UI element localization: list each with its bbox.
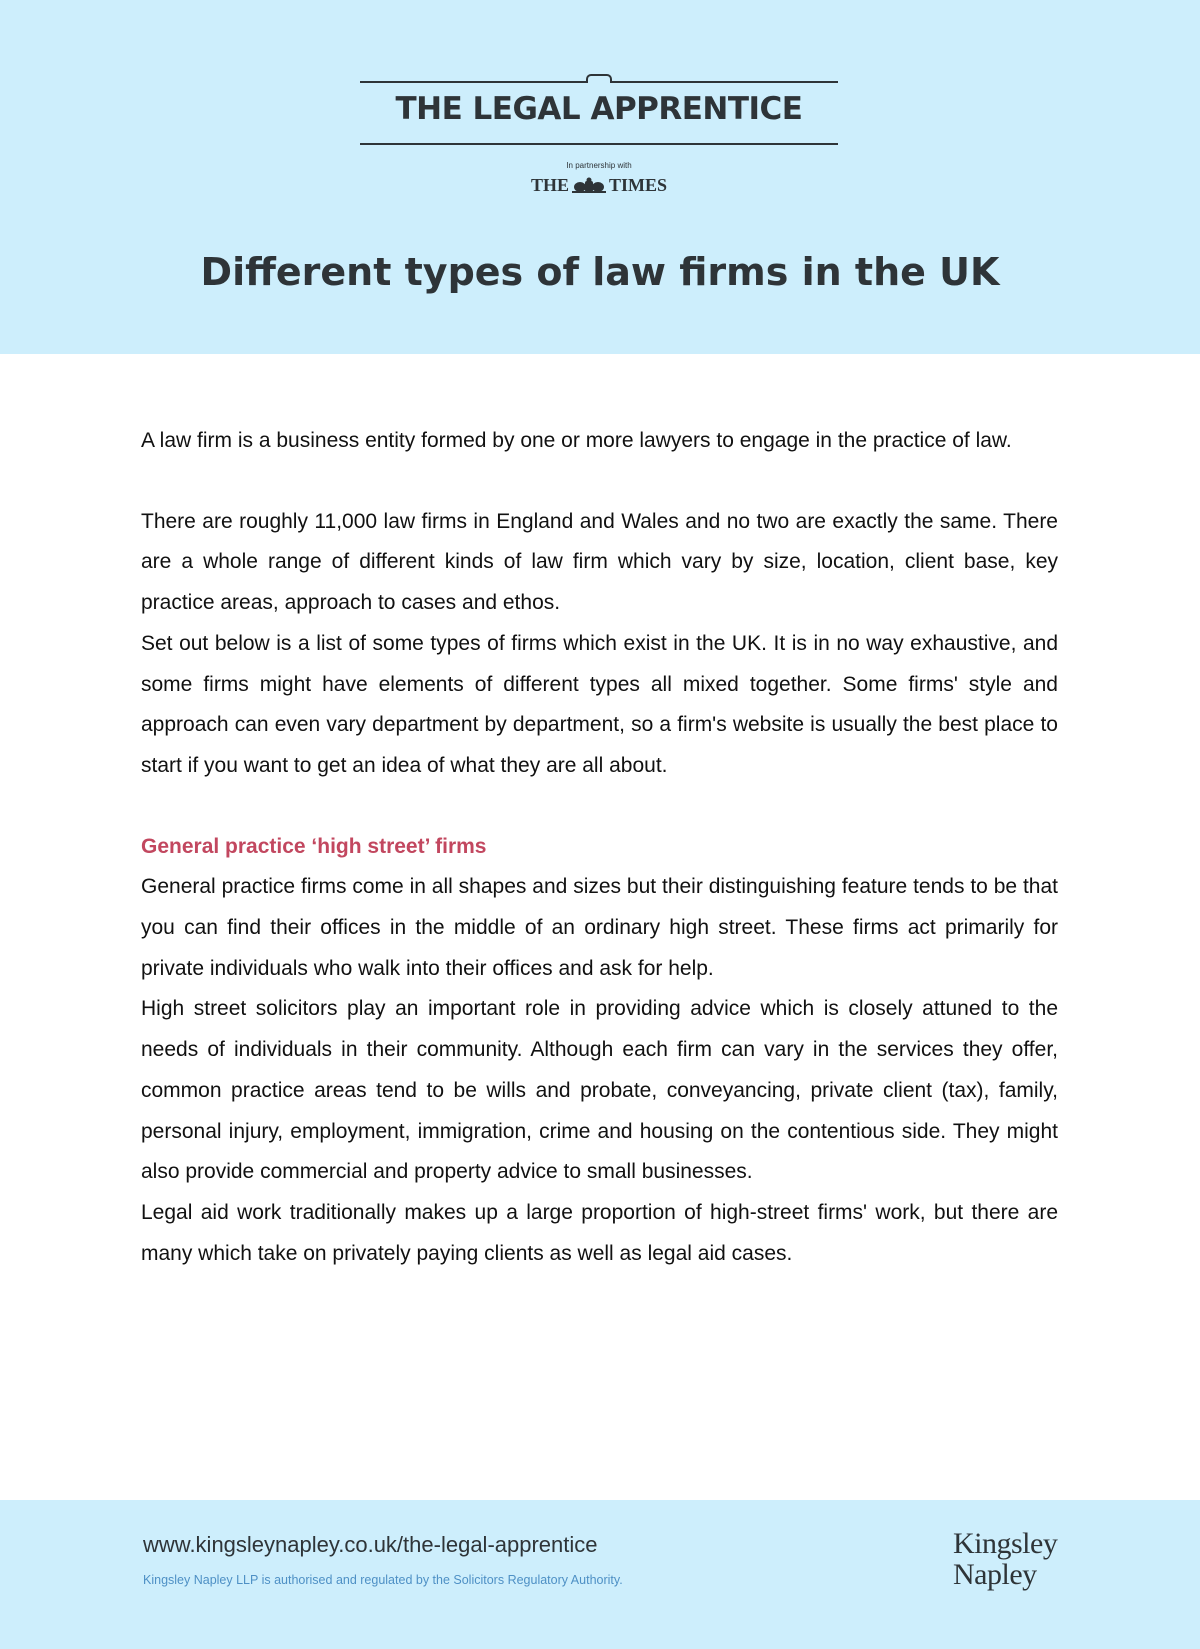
section-paragraph: High street solicitors play an important role in providing advice which is closely attuned to the needs of individuals in their community. Although each firm can vary in the services they offer, common practice areas tend to be wills and probate, conveyancing, private client (tax), family, personal injury, employment, immigration, crime and housing on the contentious side. They might also provide commercial and property advice to small businesses.: [141, 997, 1058, 1184]
paragraph-spacer: [141, 462, 1058, 502]
royal-crest-icon: [569, 177, 609, 193]
footer-regulation-note: Kingsley Napley LLP is authorised and regulated by the Solicitors Regulatory Authority.: [143, 1573, 623, 1587]
legal-apprentice-logo: [360, 70, 840, 200]
logo-line-kingsley: Kingsley: [953, 1527, 1058, 1560]
logo-title: THE LEGAL APPRENTICE: [395, 91, 803, 127]
section-paragraph: General practice firms come in all shapes and sizes but their distinguishing feature tends to be that you can find their offices in the middle of an ordinary high street. These firms act primarily for private individuals who walk into their offices and ask for help.: [141, 875, 1058, 980]
logo-line-napley: Napley: [953, 1558, 1037, 1591]
times-logo-left: THE: [530, 175, 569, 195]
header-band: [0, 0, 1200, 354]
paragraph-firm-types-list: Set out below is a list of some types of firms which exist in the UK. It is in no way exhaustive, and some firms might have elements of different types all mixed together. Some firms' style and approach can even vary department by department, so a firm's website is usually the best place to start if you want to get an idea of what they are all about.: [141, 631, 1058, 777]
footer-website-link[interactable]: www.kingsleynapley.co.uk/the-legal-apprentice: [143, 1532, 598, 1557]
article-body: [141, 421, 1058, 1274]
paragraph-spacer: [141, 787, 1058, 827]
kingsley-napley-logo: [953, 1528, 1063, 1590]
logo-tab-shape: [586, 74, 612, 83]
page-title: Different types of law firms in the UK: [200, 250, 1000, 294]
intro-paragraph: A law firm is a business entity formed by one or more lawyers to engage in the practice of law.: [141, 429, 1012, 452]
section-heading-high-street: General practice ‘high street’ firms: [141, 834, 487, 858]
paragraph-law-firm-count: There are roughly 11,000 law firms in England and Wales and no two are exactly the same. There are a whole range of different kinds of law firm which vary by size, location, client base, key practice areas, approach to cases and ethos.: [141, 509, 1058, 615]
times-logo-right: TIMES: [608, 175, 668, 195]
logo-bottom-rule: [360, 143, 838, 145]
footer-band: [0, 1500, 1200, 1649]
partner-line: In partnership with: [566, 161, 632, 170]
section-paragraph: Legal aid work traditionally makes up a large proportion of high-street firms' work, but there are many which take on privately paying clients as well as legal aid cases.: [141, 1200, 1058, 1265]
the-times-logo: [360, 175, 838, 196]
